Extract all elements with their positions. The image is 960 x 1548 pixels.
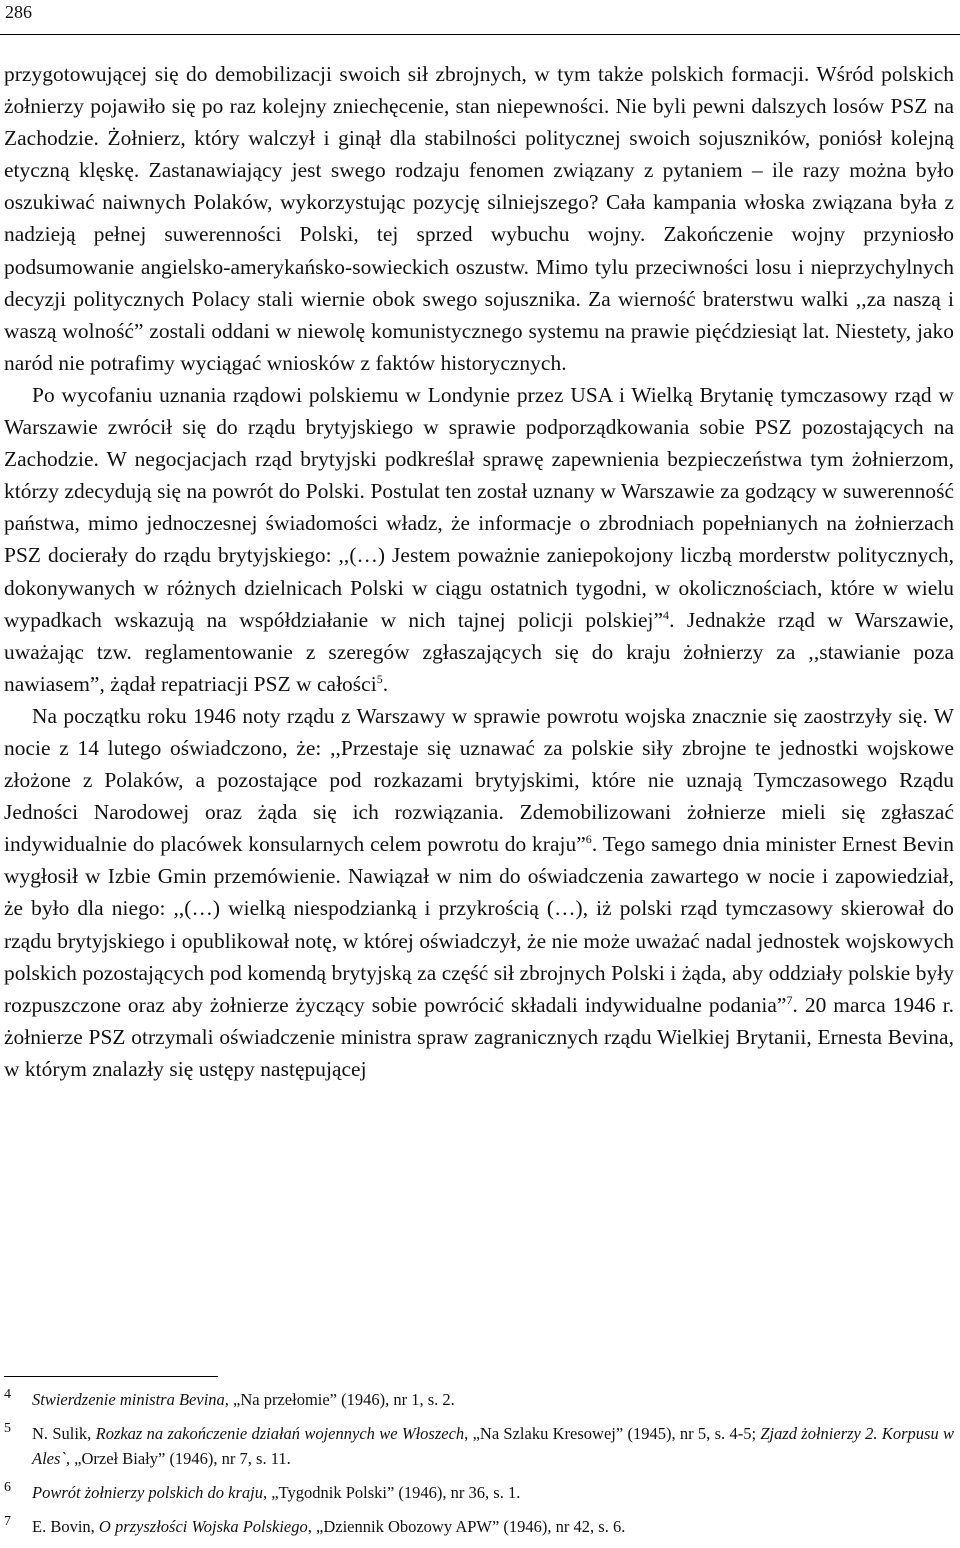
footnote-number: 6	[4, 1480, 11, 1495]
footnote-ref-6[interactable]: 6	[585, 832, 592, 847]
paragraph-2-text-a: Po wycofaniu uznania rządowi polskiemu w Londynie przez USA i Wielką Brytanię tymczasowy rząd w Warszawie zwrócił się do rządu brytyjskiego w sprawie podporządkowania sobie PSZ pozostających na Zachodzie. W negocjacjach rząd brytyjski podkreślał sprawę zapewnienia bezpieczeństwa tym żołnierzom, którzy zdecydują się na powrót do Polski. Postulat ten został uznany w Warszawie za godzący w suwerenność państwa, mimo jednoczesnej świadomości władz, że informacje o zbrodniach popełnianych na żołnierzach PSZ docierały do rządu brytyjskiego: ,,(…) Jestem poważnie zaniepokojony liczbą morderstw politycznych, dokonywanych w różnych dzielnicach Polski w ciągu ostatnich tygodni, w okolicznościach, które w wielu wypadkach wskazują na współdziałanie w nich tajnej policji polskiej”	[4, 382, 954, 632]
footnote-ref-4[interactable]: 4	[663, 607, 670, 622]
footnote-4	[4, 1387, 954, 1412]
footnote-source: , „Na Szlaku Kresowej” (1945), nr 5, s. 4-5;	[464, 1424, 761, 1443]
footnote-ref-5[interactable]: 5	[376, 671, 383, 686]
footnote-title: Powrót żołnierzy polskich do kraju	[32, 1483, 263, 1502]
footnote-number: 4	[4, 1387, 11, 1402]
footnote-6	[4, 1480, 954, 1505]
footnote-source: , „Na przełomie” (1946), nr 1, s. 2.	[224, 1390, 455, 1409]
footnote-7	[4, 1514, 954, 1539]
footnote-author: E. Bovin,	[32, 1517, 99, 1536]
footnote-source-2: , „Orzeł Biały” (1946), nr 7, s. 11.	[65, 1449, 291, 1468]
main-text	[4, 58, 954, 1085]
paragraph-2	[4, 379, 954, 700]
paragraph-2-text-c: .	[382, 671, 389, 696]
footnote-title-2: Zjazd żołnierzy 2. Korpusu w Ales`	[32, 1424, 954, 1468]
paragraph-3	[4, 700, 954, 1085]
footnote-author: N. Sulik,	[32, 1424, 96, 1443]
paragraph-3-text-b: . Tego samego dnia minister Ernest Bevin wygłosił w Izbie Gmin przemówienie. Nawiązał w nim do oświadczenia zawartego w nocie i zapowiedział, że było dla niego: ,,(…) wielką niespodzianką i przykrością (…), iż polski rząd tymczasowy skierował do rządu brytyjskiego i opublikował notę, w której oświadczył, że nie może uważać nadal jednostek wojskowych polskich pozostających pod komendą brytyjską za część sił zbrojnych Polski i żąda, aby oddziały polskie były rozpuszczone oraz aby żołnierze życzący sobie powrócić składali indywidualne podania”	[4, 832, 954, 1017]
footnote-number: 7	[4, 1514, 11, 1529]
footnotes	[4, 1387, 954, 1548]
footnote-5	[4, 1421, 954, 1471]
footnote-source: , „Dziennik Obozowy APW” (1946), nr 42, s. 6.	[307, 1517, 626, 1536]
footnote-title: Stwierdzenie ministra Bevina	[32, 1390, 225, 1409]
header-rule	[0, 34, 960, 35]
paragraph-3-text-a: Na początku roku 1946 noty rządu z Warszawy w sprawie powrotu wojska znacznie się zaostrzyły się. W nocie z 14 lutego oświadczono, że: ,,Przestaje się uznawać za polskie siły zbrojne te jednostki wojskowe złożone z Polaków, a pozostające pod rozkazami brytyjskimi, które nie uznają Tymczasowego Rządu Jedności Narodowej oraz żąda się ich rozwiązania. Zdemobilizowani żołnierze mieli się zgłaszać indywidualnie do placówek konsularnych celem powrotu do kraju”	[4, 703, 954, 857]
footnote-rule	[4, 1376, 218, 1377]
footnote-ref-7[interactable]: 7	[786, 992, 793, 1007]
footnote-title: O przyszłości Wojska Polskiego	[98, 1517, 308, 1536]
footnote-source: , „Tygodnik Polski” (1946), nr 36, s. 1.	[262, 1483, 521, 1502]
paragraph-1: przygotowującej się do demobilizacji swoich sił zbrojnych, w tym także polskich formacji. Wśród polskich żołnierzy pojawiło się po raz kolejny zniechęcenie, stan niepewności. Nie byli pewni dalszych losów PSZ na Zachodzie. Żołnierz, który walczył i ginął dla stabilności politycznej swoich sojuszników, poniósł kolejną etyczną klęskę. Zastanawiający jest swego rodzaju fenomen związany z pytaniem – ile razy można było oszukiwać naiwnych Polaków, wykorzystując pozycję silniejszego? Cała kampania włoska związana była z nadzieją pełnej suwerenności Polski, tej sprzed wybuchu wojny. Zakończenie wojny przyniosło podsumowanie angielsko-amerykańsko-sowieckich oszustw. Mimo tylu przeciwności losu i nieprzychylnych decyzji politycznych Polacy stali wiernie obok swego sojusznika. Za wierność braterstwu walki ,,za naszą i waszą wolność” zostali oddani w niewolę komunistycznego systemu na prawie pięćdziesiąt lat. Niestety, jako naród nie potrafimy wyciągać wniosków z faktów historycznych.	[4, 62, 954, 375]
paragraph-3-text-c: . 20 marca 1946 r. żołnierze PSZ otrzymali oświadczenie ministra spraw zagranicznych rządu Wielkiej Brytanii, Ernesta Bevina, w którym znalazły się ustępy następującej	[4, 992, 954, 1081]
footnote-title: Rozkaz na zakończenie działań wojennych we Włoszech	[95, 1424, 465, 1443]
paragraph-2-text-b: . Jednakże rząd w Warszawie, uważając tzw. reglamentowanie z szeregów zgłaszających się do kraju żołnierzy za ,,stawianie poza nawiasem”, żądał repatriacji PSZ w całości	[4, 607, 954, 696]
page-number: 286	[5, 2, 32, 22]
footnote-number: 5	[4, 1421, 11, 1436]
